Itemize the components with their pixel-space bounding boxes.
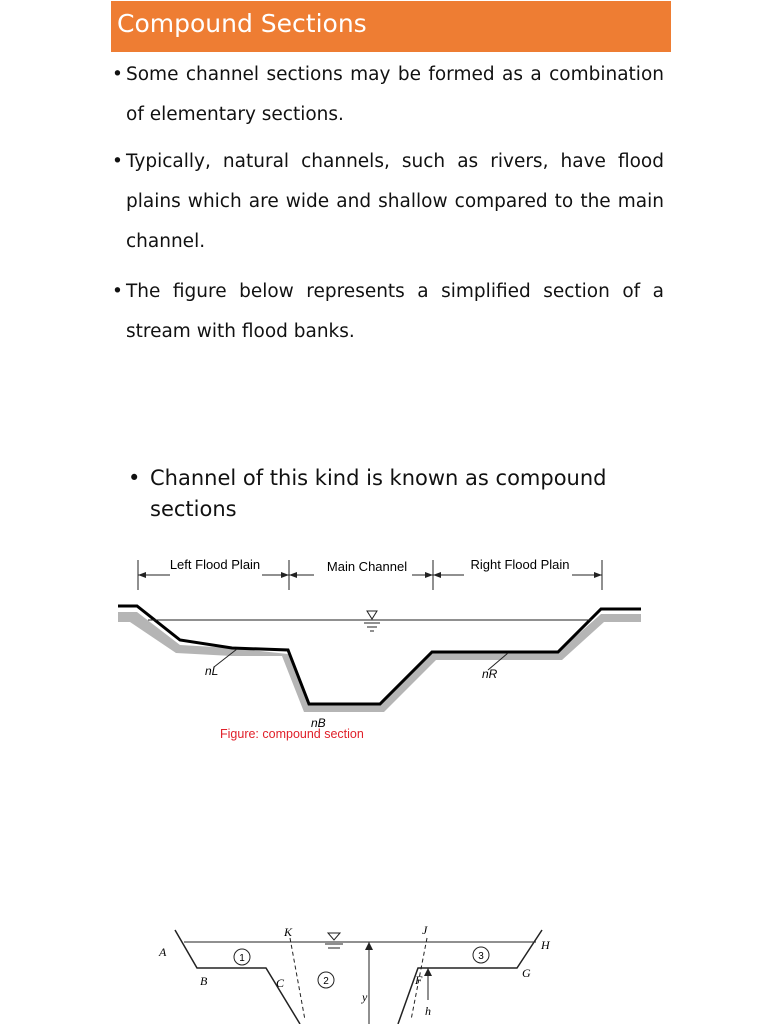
right-flood-plain-label: Right Flood Plain xyxy=(470,557,570,572)
point-label-f: F xyxy=(415,973,423,987)
roughness-bed-label: nB xyxy=(311,716,326,730)
point-label-j: J xyxy=(422,923,428,937)
bullet-text: Some channel sections may be formed as a combination of elementary sections. xyxy=(126,64,664,125)
bullet-text: The figure below represents a simplified section of a stream with flood banks. xyxy=(126,281,664,342)
bullet-marker: • xyxy=(112,64,123,85)
point-label-c: C xyxy=(276,976,285,990)
main-channel-label: Main Channel xyxy=(326,559,408,574)
slide-title: Compound Sections xyxy=(117,9,367,38)
water-level-symbol xyxy=(364,611,380,631)
bullet-text: Channel of this kind is known as compound sections xyxy=(150,466,607,521)
depth-label-y: y xyxy=(362,990,368,1004)
point-label-g: G xyxy=(522,966,531,980)
arrow-head xyxy=(365,942,432,976)
bullet-marker: • xyxy=(112,281,123,302)
point-label-b: B xyxy=(200,974,208,988)
roughness-left-label: nL xyxy=(205,664,219,678)
figure-caption: Figure: compound section xyxy=(220,727,364,741)
left-flood-plain-label: Left Flood Plain xyxy=(169,557,261,572)
subsection-label-2: 2 xyxy=(323,976,329,987)
bullet-text: Typically, natural channels, such as rivers, have flood plains which are wide and shallow compared to the main channel. xyxy=(126,151,664,252)
bullet-marker: • xyxy=(128,466,141,490)
subsection-label-1: 1 xyxy=(239,953,245,964)
point-label-h: H xyxy=(541,938,550,952)
roughness-right-label: nR xyxy=(482,667,498,681)
depth-label-h: h xyxy=(425,1004,431,1018)
point-label-a: A xyxy=(159,945,167,959)
point-label-k: K xyxy=(284,925,293,939)
subsection-label-3: 3 xyxy=(478,951,484,962)
ground-shading xyxy=(118,612,641,712)
subsection-diagram xyxy=(175,930,542,1024)
bullet-marker: • xyxy=(112,151,123,172)
